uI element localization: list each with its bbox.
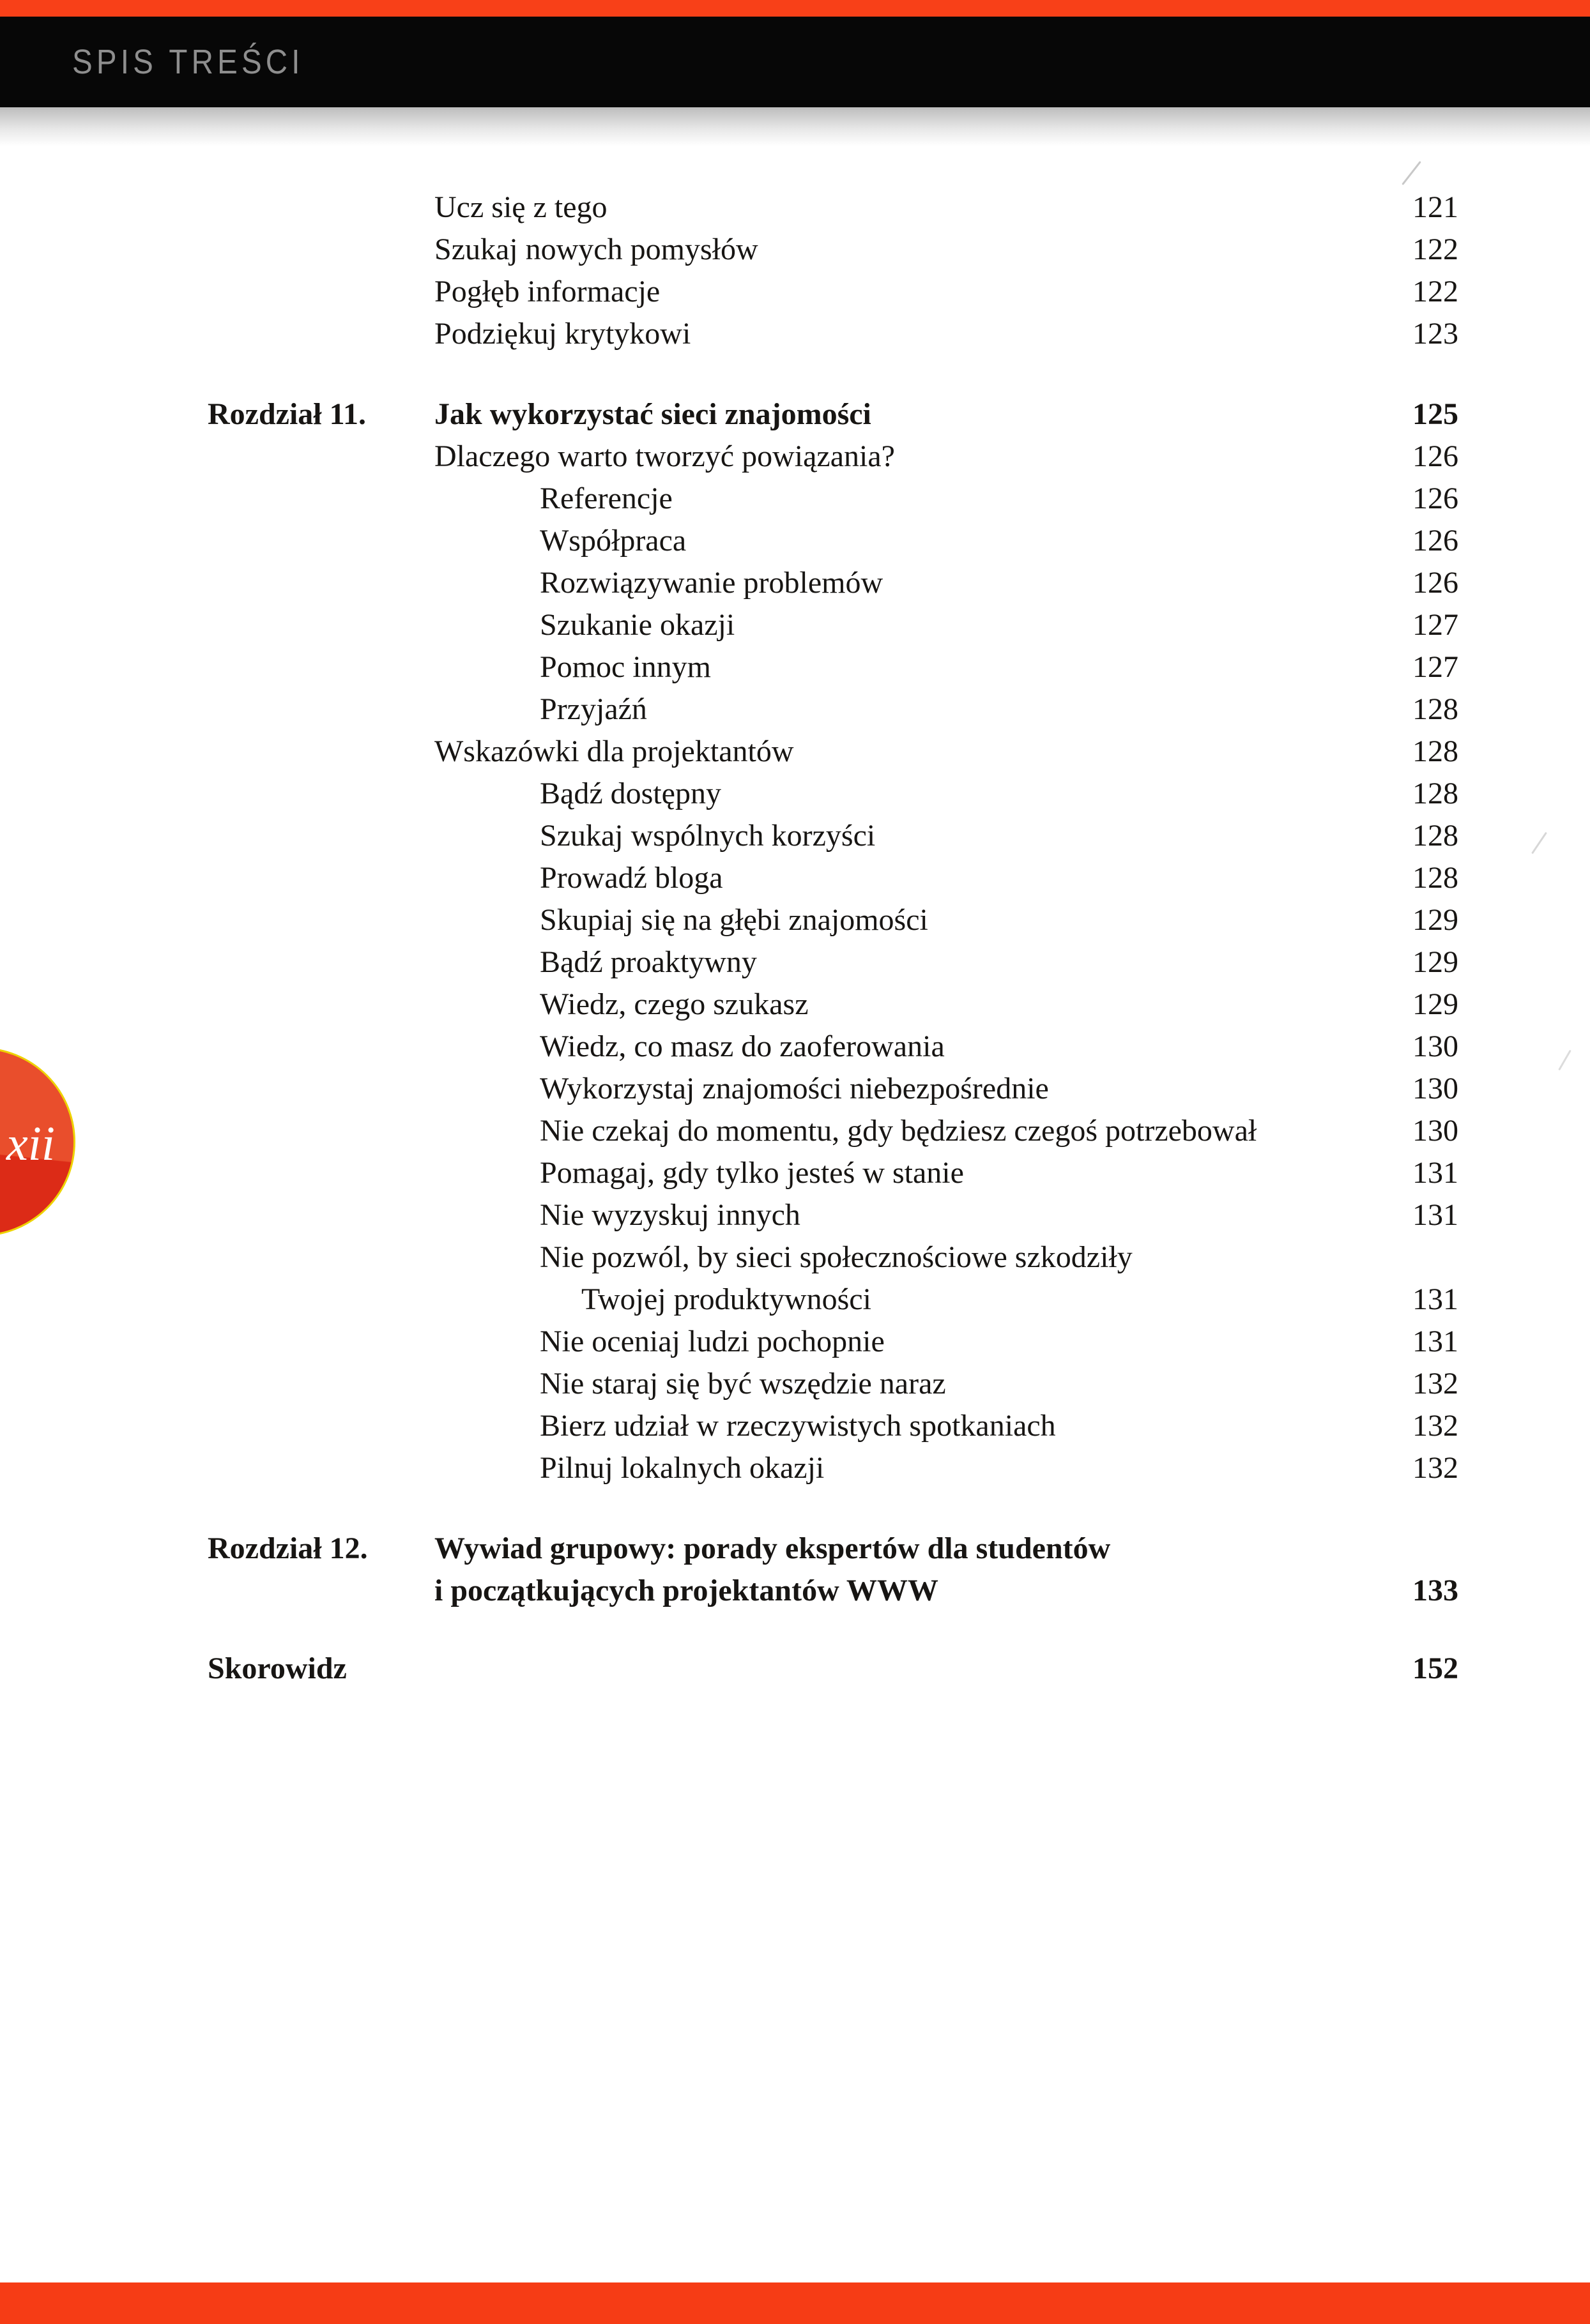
toc-entry-title: Współpraca (540, 524, 687, 558)
toc-page-number: 122 (1412, 275, 1458, 308)
toc-page-number: 127 (1412, 608, 1458, 642)
toc-page-number: 128 (1412, 692, 1458, 726)
toc-entry-title: i początkujących projektantów WWW (434, 1574, 938, 1607)
toc-row (208, 646, 1458, 688)
toc-row (208, 1110, 1458, 1152)
toc-entry-title: Wykorzystaj znajomości niebezpośrednie (540, 1072, 1049, 1105)
page-number-tab (0, 1047, 75, 1236)
toc-entry-title: Bądź proaktywny (540, 945, 757, 979)
toc-page-number: 131 (1412, 1282, 1458, 1316)
toc-entry-title: Wiedz, co masz do zaoferowania (540, 1029, 945, 1063)
toc-row (208, 941, 1458, 984)
bottom-accent-bar (0, 2282, 1590, 2324)
toc-page-number: 131 (1412, 1325, 1458, 1358)
toc-entry-title: Nie pozwól, by sieci społecznościowe szkodziły (540, 1240, 1133, 1274)
toc-page-number: 132 (1412, 1451, 1458, 1485)
page-title: SPIS TREŚCI (72, 43, 304, 81)
toc-page-number: 126 (1412, 524, 1458, 558)
toc-row (208, 731, 1458, 773)
toc-page-number: 128 (1412, 734, 1458, 768)
toc-entry-title: Nie staraj się być wszędzie naraz (540, 1367, 946, 1401)
toc-row (208, 857, 1458, 899)
toc-entry-title: Wskazówki dla projektantów (434, 734, 794, 768)
toc-page-number: 128 (1412, 861, 1458, 895)
toc-entry-title: Wiedz, czego szukasz (540, 987, 809, 1021)
toc-page-number: 130 (1412, 1072, 1458, 1105)
toc-page-number: 128 (1412, 819, 1458, 853)
toc-row (208, 271, 1458, 313)
toc-entry-title: Skupiaj się na głębi znajomości (540, 903, 928, 937)
toc-row (208, 1648, 1458, 1690)
toc-entry-title: Referencje (540, 482, 673, 515)
toc-page-number: 130 (1412, 1114, 1458, 1148)
toc-row (208, 1363, 1458, 1405)
header-shadow (0, 107, 1590, 148)
toc-entry-title: Jak wykorzystać sieci znajomości (434, 397, 871, 431)
header-bar (0, 17, 1590, 107)
toc-entry-title: Podziękuj krytykowi (434, 317, 691, 351)
toc-row (208, 1321, 1458, 1363)
page-number-label: xii (6, 1117, 55, 1171)
toc-row (208, 1194, 1458, 1236)
toc-entry-title: Szukaj nowych pomysłów (434, 232, 758, 266)
toc-page-number: 125 (1412, 397, 1458, 431)
toc-row (208, 1405, 1458, 1447)
toc-row (208, 186, 1458, 229)
toc-row (208, 1026, 1458, 1068)
toc-row (208, 1570, 1458, 1612)
top-accent-bar (0, 0, 1590, 17)
toc-row (208, 393, 1458, 436)
toc-entry-title: Pogłęb informacje (434, 275, 661, 308)
toc-page-number: 127 (1412, 650, 1458, 684)
toc-entry-title: Nie czekaj do momentu, gdy będziesz czegoś potrzebował (540, 1114, 1257, 1148)
toc-row (208, 229, 1458, 271)
toc-page-number: 131 (1412, 1156, 1458, 1190)
toc-entry-title: Twojej produktywności (581, 1282, 871, 1316)
toc-entry-title: Pilnuj lokalnych okazji (540, 1451, 825, 1485)
toc-page-number: 129 (1412, 903, 1458, 937)
toc-entry-title: Nie oceniaj ludzi pochopnie (540, 1325, 885, 1358)
toc-page-number: 123 (1412, 317, 1458, 351)
toc-entry-title: Pomoc innym (540, 650, 712, 684)
toc-entry-title: Bierz udział w rzeczywistych spotkaniach (540, 1409, 1056, 1443)
toc-section (208, 393, 1458, 1489)
toc-page-number: 126 (1412, 482, 1458, 515)
toc-entry-title: Ucz się z tego (434, 190, 608, 224)
toc-row (208, 815, 1458, 857)
toc-page-number: 130 (1412, 1029, 1458, 1063)
toc-chapter-label: Rozdział 11. (208, 397, 366, 431)
toc-section (208, 1648, 1458, 1690)
toc-page-number: 121 (1412, 190, 1458, 224)
toc-section (208, 1528, 1458, 1612)
toc-row (208, 520, 1458, 562)
scan-artifact (1531, 832, 1547, 854)
toc-row (208, 1279, 1458, 1321)
toc-row (208, 604, 1458, 646)
toc-entry-title: Szukaj wspólnych korzyści (540, 819, 876, 853)
toc-row (208, 899, 1458, 941)
toc-page-number: 152 (1412, 1652, 1458, 1685)
toc-page-number: 128 (1412, 777, 1458, 810)
toc-page-number: 133 (1412, 1574, 1458, 1607)
toc-entry-title: Przyjaźń (540, 692, 647, 726)
toc-row (208, 688, 1458, 731)
toc-page-number: 129 (1412, 987, 1458, 1021)
toc-entry-title: Prowadź bloga (540, 861, 723, 895)
toc-section (208, 186, 1458, 355)
table-of-contents (208, 186, 1458, 1690)
toc-row (208, 1447, 1458, 1489)
toc-row (208, 1236, 1458, 1279)
toc-page-number: 132 (1412, 1409, 1458, 1443)
toc-entry-title: Pomagaj, gdy tylko jesteś w stanie (540, 1156, 964, 1190)
toc-chapter-label: Skorowidz (208, 1652, 347, 1685)
toc-page-number: 126 (1412, 566, 1458, 600)
toc-row (208, 1152, 1458, 1194)
toc-entry-title: Wywiad grupowy: porady ekspertów dla studentów (434, 1531, 1111, 1565)
toc-page-number: 132 (1412, 1367, 1458, 1401)
toc-chapter-label: Rozdział 12. (208, 1531, 368, 1565)
toc-page-number: 129 (1412, 945, 1458, 979)
toc-row (208, 984, 1458, 1026)
toc-entry-title: Bądź dostępny (540, 777, 721, 810)
toc-page-number: 126 (1412, 439, 1458, 473)
toc-row (208, 478, 1458, 520)
toc-entry-title: Szukanie okazji (540, 608, 735, 642)
toc-entry-title: Dlaczego warto tworzyć powiązania? (434, 439, 895, 473)
toc-entry-title: Nie wyzyskuj innych (540, 1198, 800, 1232)
toc-row (208, 773, 1458, 815)
toc-row (208, 562, 1458, 604)
toc-page-number: 122 (1412, 232, 1458, 266)
toc-row (208, 313, 1458, 355)
toc-row (208, 1528, 1458, 1570)
toc-row (208, 1068, 1458, 1110)
scan-artifact (1558, 1050, 1571, 1071)
scan-artifact (1402, 161, 1421, 185)
toc-entry-title: Rozwiązywanie problemów (540, 566, 883, 600)
toc-row (208, 436, 1458, 478)
toc-page-number: 131 (1412, 1198, 1458, 1232)
